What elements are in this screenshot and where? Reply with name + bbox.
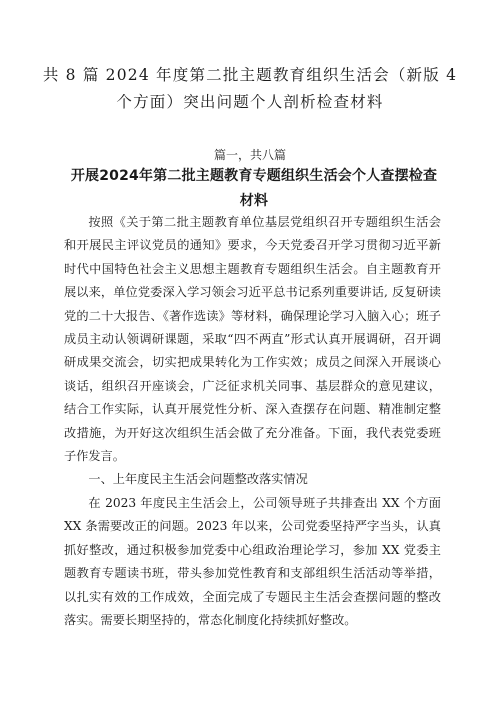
paragraph-intro: 按照《关于第二批主题教育单位基层党组织召开专题组织生活会和开展民主评议党员的通知》要求，今天党委召开学习贯彻习近平新时代中国特色社会主义思想主题教育专题组织生活会。自主题教育开展以来，单位党委深入学习领会习近平总书记系列重要讲话, 反复研读党的二十大报告、《著作选读》等材料，确保理论学习入脑入心；班子成员主动认领调研课题，采取“四不两直”形式认真开展调研，召开调研成果交流会，切实把成果转化为工作实效；成员之间深入开展谈心谈话，组织召开座谈会，广泛征求机关同事、基层群众的意见建议，结合工作实际，认真开展党性分析、深入查摆存在问题、精准制定整改措施，为开好这次组织生活会做了充分准备。下面，我代表党委班子作发言。 xyxy=(64,215,441,464)
document-title: 共 8 篇 2024 年度第二批主题教育组织生活会（新版 4 个方面）突出问题个人剖析检查材料 xyxy=(42,66,458,111)
section-label: 篇一，共八篇 xyxy=(213,148,286,162)
paragraph-rectification: 在 2023 年度民主生活会上，公司领导班子共排查出 XX 个方面 XX 条需要改正的问题。2023 年以来，公司党委坚持严字当头，认真抓好整改，通过积极参加党委中心组政治理论学习，参加 XX 党委主题教育专题读书班，带头参加党性教育和支部组织生活活动等举措，以扎实有效的工作成效，全面完成了专题民主生活会查摆问题的整改落实。需要长期坚持的，常态化制度化持续抓好整改。 xyxy=(64,496,441,628)
section-subtitle: 开展2024年第二批主题教育专题组织生活会个人查摆检查材料 xyxy=(70,168,438,209)
section-heading: 一、上年度民主生活会问题整改落实情况 xyxy=(88,472,308,486)
